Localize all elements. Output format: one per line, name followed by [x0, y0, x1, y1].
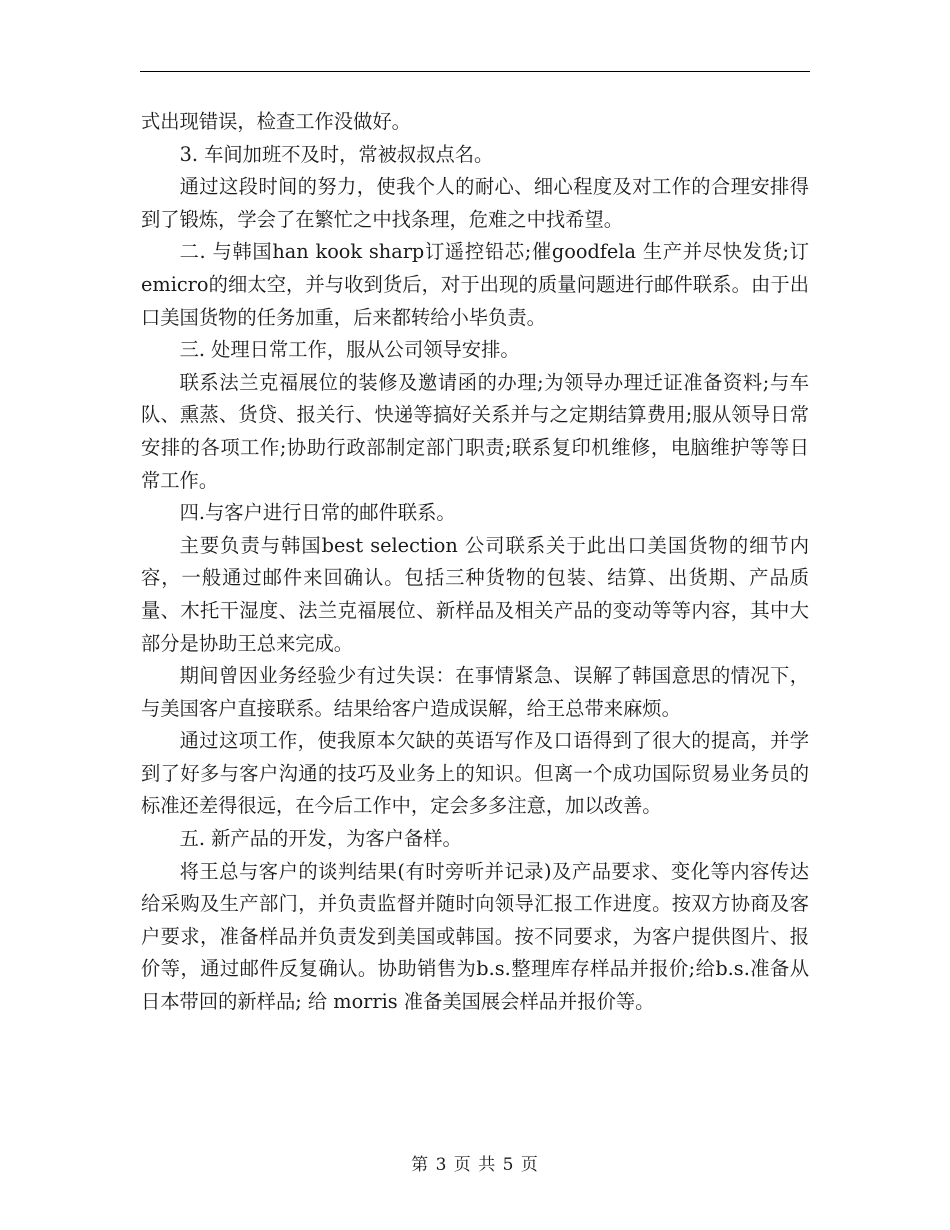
section-heading: 四.与客户进行日常的邮件联系。: [179, 501, 456, 525]
paragraph: 联系法兰克福展位的装修及邀请函的办理;为领导办理迁证准备资料;与车队、熏蒸、货贷、报关行、快递等搞好关系并与之定期结算费用;服从领导日常安排的各项工作;协助行政部制定部门职责;联系复印机维修，电脑维护等等日常工作。: [141, 370, 809, 492]
document-body: [141, 106, 809, 1019]
paragraph: 二. 与韩国han kook sharp订遥控铅芯;催goodfela 生产并尽快发货;订emicro的细太空，并与收到货后，对于出现的质量问题进行邮件联系。由于出口美国货物的任务加重，后来都转给小毕负责。: [141, 240, 809, 329]
paragraph: 将王总与客户的谈判结果(有时旁听并记录)及产品要求、变化等内容传达给采购及生产部门，并负责监督并随时向领导汇报工作进度。按双方协商及客户要求，准备样品并负责发到美国或韩国。按不同要求，为客户提供图片、报价等，通过邮件反复确认。协助销售为b.s.整理库存样品并报价;给b.s.准备从日本带回的新样品; 给 morris 准备美国展会样品并报价等。: [141, 859, 809, 1014]
section-heading: 三. 处理日常工作，服从公司领导安排。: [179, 338, 520, 362]
paragraph: 主要负责与韩国best selection 公司联系关于此出口美国货物的细节内容，一般通过邮件来回确认。包括三种货物的包装、结算、出货期、产品质量、木托干湿度、法兰克福展位、新样品及相关产品的变动等等内容，其中大部分是协助王总来完成。: [141, 533, 809, 655]
header-rule: [140, 71, 810, 72]
page-footer: 第 3 页 共 5 页: [411, 1155, 539, 1175]
paragraph: 式出现错误，检查工作没做好。: [141, 110, 411, 133]
section-heading: 五. 新产品的开发，为客户备样。: [179, 827, 462, 851]
paragraph: 通过这段时间的努力，使我个人的耐心、细心程度及对工作的合理安排得到了锻炼，学会了在繁忙之中找条理，危难之中找希望。: [141, 175, 809, 231]
paragraph: 期间曾因业务经验少有过失误：在事情紧急、误解了韩国意思的情况下，与美国客户直接联系。结果给客户造成误解，给王总带来麻烦。: [141, 664, 809, 720]
paragraph: 3. 车间加班不及时，常被叔叔点名。: [179, 142, 494, 166]
paragraph: 通过这项工作，使我原本欠缺的英语写作及口语得到了很大的提高，并学到了好多与客户沟通的技巧及业务上的知识。但离一个成功国际贸易业务员的标准还差得很远，在今后工作中，定会多多注意，加以改善。: [141, 729, 809, 818]
